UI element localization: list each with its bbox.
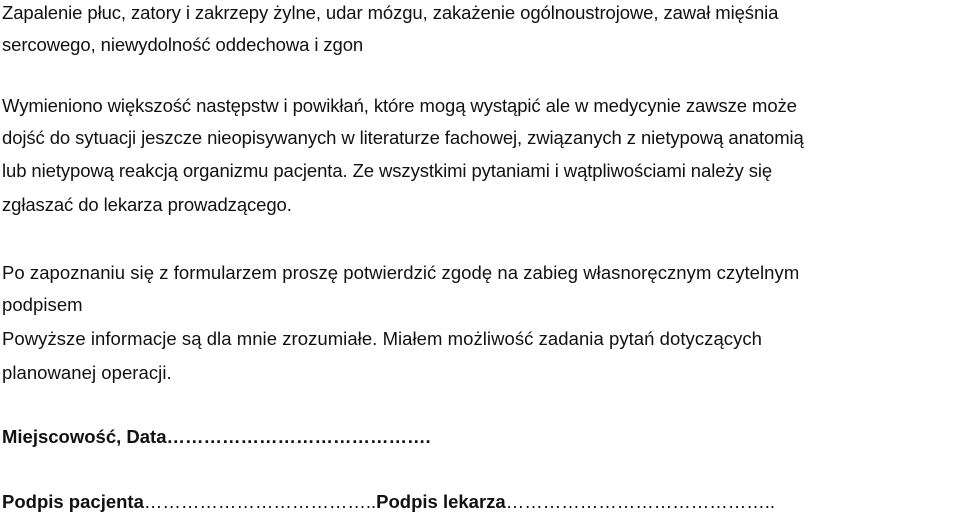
signature-row bbox=[2, 493, 775, 512]
paragraph2-line3: lub nietypową reakcją organizmu pacjenta. Ze wszystkimi pytaniami i wątpliwościami należy się bbox=[2, 160, 773, 181]
doctor-signature-label: Podpis lekarza bbox=[376, 491, 506, 512]
patient-signature-fill: ……………………………….. bbox=[143, 491, 377, 512]
paragraph4-line2: planowanej operacji. bbox=[2, 362, 172, 383]
paragraph2-line2: dojść do sytuacji jeszcze nieopisywanych w literaturze fachowej, związanych z nietypową anatomią bbox=[2, 127, 804, 148]
paragraph3-line1: Po zapoznaniu się z formularzem proszę potwierdzić zgodę na zabieg własnoręcznym czytelnym bbox=[2, 262, 800, 283]
patient-signature-label: Podpis pacjenta bbox=[2, 491, 144, 512]
paragraph1-line2: sercowego, niewydolność oddechowa i zgon bbox=[2, 34, 364, 55]
place-date-label: Miejscowość, Data bbox=[2, 426, 167, 447]
place-date-fill: ……………………………………. bbox=[166, 426, 431, 447]
paragraph1-line1: Zapalenie płuc, zatory i zakrzepy żylne, udar mózgu, zakażenie ogólnoustrojowe, zawał mięśnia bbox=[2, 2, 779, 23]
place-date-field bbox=[2, 428, 431, 447]
paragraph3-line2: podpisem bbox=[2, 294, 83, 315]
paragraph2-line4: zgłaszać do lekarza prowadzącego. bbox=[2, 194, 292, 215]
paragraph2-line1: Wymieniono większość następstw i powikłań, które mogą wystąpić ale w medycynie zawsze może bbox=[2, 95, 797, 116]
paragraph4-line1: Powyższe informacje są dla mnie zrozumiałe. Miałem możliwość zadania pytań dotyczących bbox=[2, 328, 763, 349]
doctor-signature-fill: …………………………………….. bbox=[505, 491, 775, 512]
